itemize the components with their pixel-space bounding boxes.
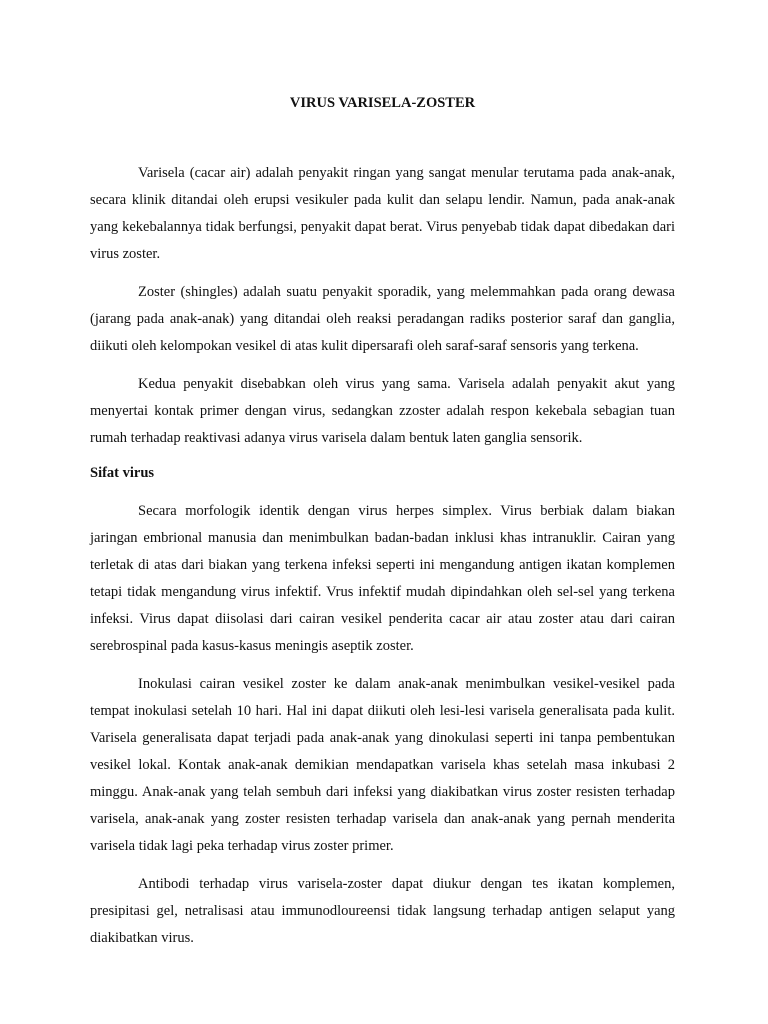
paragraph-morfologik: Secara morfologik identik dengan virus herpes simplex. Virus berbiak dalam biakan jaringan embrional manusia dan menimbulkan badan-badan inklusi khas intranuklir. Cairan yang terletak di atas dari biakan yang terkena infeksi seperti ini mengandung antigen ikatan komplemen tetapi tidak mengandung virus infektif. Vrus infektif mudah dipindahkan oleh sel-sel yang terkena infeksi. Virus dapat diisolasi dari cairan vesikel penderita cacar air atau zoster atau dari cairan serebrospinal pada kasus-kasus meningis aseptik zoster. bbox=[90, 503, 675, 654]
paragraph-inokulasi: Inokulasi cairan vesikel zoster ke dalam anak-anak menimbulkan vesikel-vesikel pada tempat inokulasi setelah 10 hari. Hal ini dapat diikuti oleh lesi-lesi varisela generalisata pada kulit. Varisela generalisata dapat terjadi pada anak-anak yang dinokulasi seperti ini tanpa pembentukan vesikel lokal. Kontak anak-anak demikian mendapatkan varisela khas setelah masa inkubasi 2 minggu. Anak-anak yang telah sembuh dari infeksi yang diakibatkan virus zoster resisten terhadap varisela, anak-anak yang zoster resisten terhadap varisela dan anak-anak yang pernah menderita varisela tidak lagi peka terhadap virus zoster primer. bbox=[90, 676, 675, 854]
paragraph-varisela: Varisela (cacar air) adalah penyakit ringan yang sangat menular terutama pada anak-anak, secara klinik ditandai oleh erupsi vesikuler pada kulit dan selapu lendir. Namun, pada anak-anak yang kekebalannya tidak berfungsi, penyakit dapat berat. Virus penyebab tidak dapat dibedakan dari virus zoster. bbox=[90, 165, 675, 262]
section-heading-sifat-virus: Sifat virus bbox=[90, 465, 155, 481]
paragraph-zoster: Zoster (shingles) adalah suatu penyakit sporadik, yang melemmahkan pada orang dewasa (jarang pada anak-anak) yang ditandai oleh reaksi peradangan radiks posterior saraf dan ganglia, diikuti oleh kelompokan vesikel di atas kulit dipersarafi oleh saraf-saraf sensoris yang terkena. bbox=[90, 284, 675, 354]
document-title: VIRUS VARISELA-ZOSTER bbox=[289, 95, 476, 111]
paragraph-antibodi: Antibodi terhadap virus varisela-zoster dapat diukur dengan tes ikatan komplemen, presipitasi gel, netralisasi atau immunodloureensi tidak langsung terhadap antigen selaput yang diakibatkan virus. bbox=[90, 876, 675, 946]
document-page bbox=[90, 94, 675, 963]
paragraph-kedua-penyakit: Kedua penyakit disebabkan oleh virus yang sama. Varisela adalah penyakit akut yang menyertai kontak primer dengan virus, sedangkan zzoster adalah respon kekebala sebagian tuan rumah terhadap reaktivasi adanya virus varisela dalam bentuk laten ganglia sensorik. bbox=[90, 376, 675, 446]
